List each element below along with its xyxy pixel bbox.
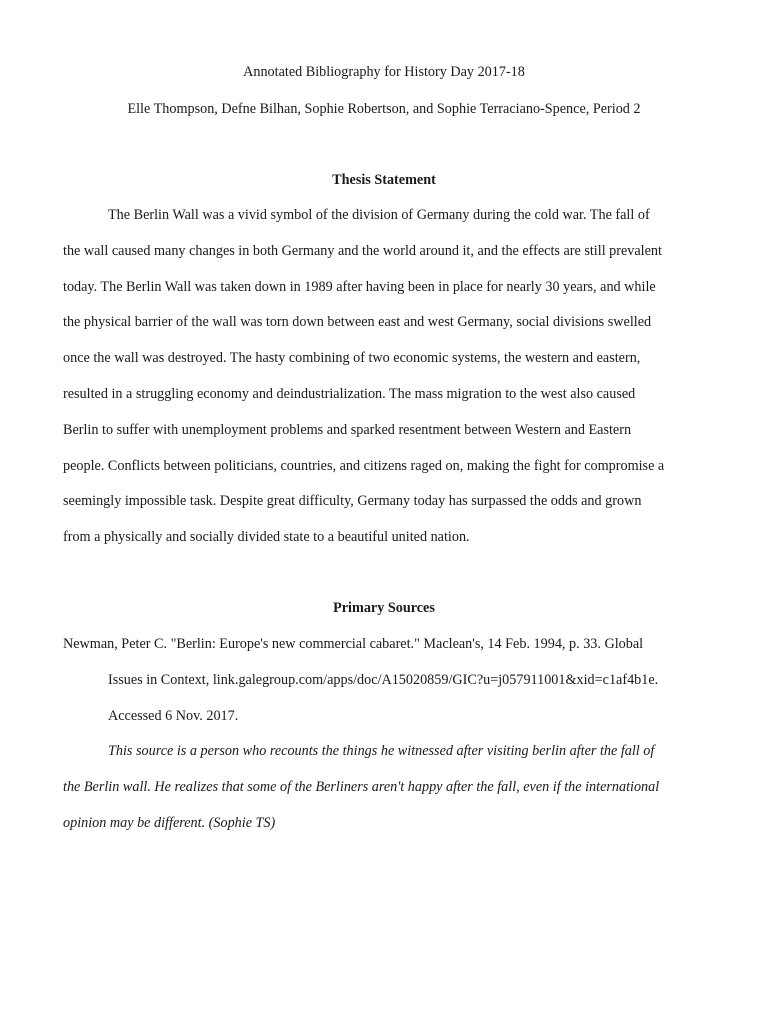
annotation-line: opinion may be different. (Sophie TS) [63, 814, 276, 831]
annotation-line: the Berlin wall. He realizes that some of the Berliners aren't happy after the fall, even if the international [63, 778, 660, 795]
citation-line: Issues in Context, link.galegroup.com/apps/doc/A15020859/GIC?u=j057911001&xid=c1af4b1e. [108, 671, 659, 688]
thesis-line: seemingly impossible task. Despite great difficulty, Germany today has surpassed the odds and grown [63, 493, 642, 510]
citation-entry [63, 627, 708, 734]
thesis-line: people. Conflicts between politicians, countries, and citizens raged on, making the fight for compromise a [63, 457, 665, 474]
citation-line: Accessed 6 Nov. 2017. [108, 707, 239, 724]
thesis-line: Berlin to suffer with unemployment problems and sparked resentment between Western and Eastern [63, 421, 632, 438]
thesis-line: The Berlin Wall was a vivid symbol of the division of Germany during the cold war. The fall of [108, 207, 650, 223]
document-authors: Elle Thompson, Defne Bilhan, Sophie Robertson, and Sophie Terraciano-Spence, Period 2 [127, 101, 641, 117]
citation-line: Newman, Peter C. "Berlin: Europe's new commercial cabaret." Maclean's, 14 Feb. 1994, p. 33. Global [63, 636, 644, 652]
thesis-line: resulted in a struggling economy and deindustrialization. The mass migration to the west also caused [63, 385, 636, 402]
annotation-paragraph [63, 734, 708, 841]
thesis-line: the wall caused many changes in both Germany and the world around it, and the effects are still prevalent [63, 242, 662, 259]
annotation-line: This source is a person who recounts the things he witnessed after visiting berlin after the fall of [108, 743, 655, 759]
primary-sources-heading: Primary Sources [333, 600, 435, 616]
thesis-line: the physical barrier of the wall was torn down between east and west Germany, social divisions swelled [63, 314, 652, 331]
thesis-heading: Thesis Statement [332, 172, 436, 188]
thesis-line: once the wall was destroyed. The hasty combining of two economic systems, the western and eastern, [63, 350, 641, 367]
thesis-paragraph [63, 198, 708, 556]
document-title: Annotated Bibliography for History Day 2017-18 [243, 64, 525, 80]
thesis-line: today. The Berlin Wall was taken down in 1989 after having been in place for nearly 30 years, and while [63, 278, 656, 295]
thesis-line: from a physically and socially divided state to a beautiful united nation. [63, 529, 470, 546]
